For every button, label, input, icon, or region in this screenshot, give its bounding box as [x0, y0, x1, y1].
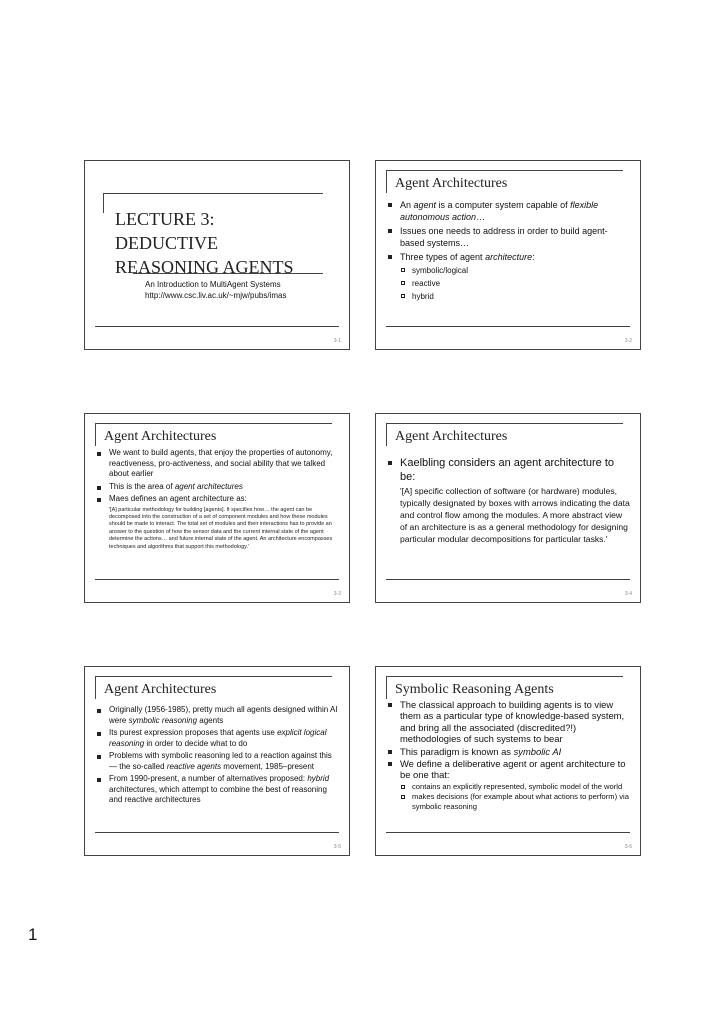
- bullet: Originally (1956-1985), pretty much all agents designed within AI were symbolic reasoning agents: [95, 705, 339, 726]
- slide-body: [386, 199, 630, 304]
- lecture-title-line: LECTURE 3:: [115, 209, 215, 229]
- bullet: An agent is a computer system capable of flexible autonomous action…: [386, 199, 630, 223]
- slide-title: Agent Architectures: [395, 429, 508, 444]
- divider: [103, 193, 323, 194]
- bullet: From 1990-present, a number of alternatives proposed: hybrid architectures, which attempt to combine the best of reasoning and reactive architectures: [95, 774, 339, 806]
- slide-body: [95, 705, 339, 808]
- sub-bullet-icon: [401, 268, 405, 272]
- slide-title-bar: [386, 170, 623, 193]
- slide-number: 3-4: [624, 591, 632, 597]
- course-url: http://www.csc.liv.ac.uk/~mjw/pubs/imas: [145, 291, 287, 300]
- bullet: This paradigm is known as symbolic AI: [386, 746, 630, 757]
- bullet-icon: [388, 461, 392, 465]
- slide-number: 3-6: [624, 844, 632, 850]
- slide-body: [386, 699, 630, 813]
- lecture-title: [115, 207, 294, 279]
- bullet-icon: [97, 452, 101, 456]
- slide-title: Agent Architectures: [104, 682, 217, 697]
- bullet-icon: [388, 203, 392, 207]
- slide-title: Agent Architectures: [395, 176, 508, 191]
- lecture-title-line: DEDUCTIVE: [115, 233, 218, 253]
- bullet-icon: [97, 709, 101, 713]
- sub-bullet-icon: [401, 795, 405, 799]
- slide-body: [386, 456, 630, 547]
- slide-title-bar: [386, 676, 623, 699]
- slide-number: 3-3: [333, 591, 341, 597]
- bullet: The classical approach to building agents is to view them as a particular type of knowledge-based system, and bring all the associated (discredited?!) methodologies of such systems to bear: [386, 699, 630, 745]
- bullet-icon: [388, 255, 392, 259]
- slide-2: [375, 160, 641, 350]
- kaelbling-quote: '[A] specific collection of software (or hardware) modules, typically designated by boxes with arrows indicating the data and control flow among the modules. A more abstract view of an architecture is as a general methodology for designing particular modular decompositions for particular tasks.': [400, 486, 630, 544]
- bullet-icon: [97, 486, 101, 490]
- bullet-icon: [97, 732, 101, 736]
- bullet-icon: [388, 229, 392, 233]
- bullet: Maes defines an agent architecture as: '[A] particular methodology for building [agents]. It specifies how… the agent can be decomposed into the construction of a set of component modules and how these modules should be made to interact. The total set of modules and their interactions has to provide an answer to the question of how the sensor data and the current internal state of the agent determine the actions… and future internal state of the agent. An architecture encompasses techniques and algorithms that support this methodology.': [95, 494, 339, 551]
- slide-3: [84, 413, 350, 603]
- bullet: Its purest expression proposes that agents use explicit logical reasoning in order to decide what to do: [95, 728, 339, 749]
- divider: [386, 832, 630, 833]
- sub-bullet-icon: [401, 281, 405, 285]
- bullet: We want to build agents, that enjoy the properties of autonomy, reactiveness, pro-activeness, and social ability that we talked about earlier: [95, 448, 339, 480]
- lecture-title-line: REASONING AGENTS: [115, 257, 294, 277]
- bullet-icon: [388, 762, 392, 766]
- bullet: Issues one needs to address in order to build agent-based systems…: [386, 225, 630, 249]
- bullet-icon: [97, 778, 101, 782]
- sub-bullet: symbolic/logical: [400, 265, 630, 276]
- page-number: 1: [28, 925, 38, 944]
- sub-bullet: reactive: [400, 278, 630, 289]
- bullet-icon: [388, 703, 392, 707]
- slide-number: 3-2: [624, 338, 632, 344]
- slide-body: [95, 448, 339, 553]
- bullet: We define a deliberative agent or agent architecture to be one that: contains an explicitly represented, symbolic model of the world makes decisions (for example about what actions to perform) via symbolic reasoning: [386, 758, 630, 812]
- maes-quote: '[A] particular methodology for building [agents]. It specifies how… the agent can be decomposed into the construction of a set of component modules and how these modules should be made to interact. The total set of modules and their interactions has to provide an answer to the question of how the sensor data and the current internal state of the agent determine the actions… and future internal state of the agent. An architecture encompasses techniques and algorithms that support this methodology.': [109, 506, 333, 550]
- slide-title: Agent Architectures: [104, 429, 217, 444]
- divider: [95, 832, 339, 833]
- slide-title: Symbolic Reasoning Agents: [395, 682, 554, 697]
- bullet-icon: [388, 750, 392, 754]
- divider: [95, 579, 339, 580]
- slide-title-bar: [386, 423, 623, 446]
- bullet: This is the area of agent architectures: [95, 482, 339, 493]
- divider: [386, 326, 630, 327]
- sub-bullet-icon: [401, 294, 405, 298]
- slide-5: [84, 666, 350, 856]
- sub-bullet: hybrid: [400, 291, 630, 302]
- slide-title-bar: [95, 676, 332, 699]
- sub-bullet: makes decisions (for example about what actions to perform) via symbolic reasoning: [400, 792, 630, 811]
- lecture-subtitle: [145, 279, 286, 301]
- divider: [95, 326, 339, 327]
- slide-4: [375, 413, 641, 603]
- course-name: An Introduction to MultiAgent Systems: [145, 280, 281, 289]
- divider: [386, 579, 630, 580]
- sub-bullet-icon: [401, 785, 405, 789]
- bullet: Kaelbling considers an agent architecture to be: '[A] specific collection of software (or hardware) modules, typically designated by boxes with arrows indicating the data and control flow among the modules. A more abstract view of an architecture is as a general methodology for designing particular modular decompositions for particular tasks.': [386, 456, 630, 545]
- divider: [103, 193, 104, 213]
- slide-number: 3-1: [333, 338, 341, 344]
- divider: [133, 273, 323, 274]
- bullet: Problems with symbolic reasoning led to a reaction against this — the so-called reactive agents movement, 1985–present: [95, 751, 339, 772]
- slide-1: [84, 160, 350, 350]
- bullet-icon: [97, 498, 101, 502]
- bullet: Three types of agent architecture: symbolic/logical reactive hybrid: [386, 251, 630, 302]
- slide-title-bar: [95, 423, 332, 446]
- bullet-icon: [97, 755, 101, 759]
- sub-bullet: contains an explicitly represented, symbolic model of the world: [400, 782, 630, 792]
- slide-number: 3-5: [333, 844, 341, 850]
- slide-6: [375, 666, 641, 856]
